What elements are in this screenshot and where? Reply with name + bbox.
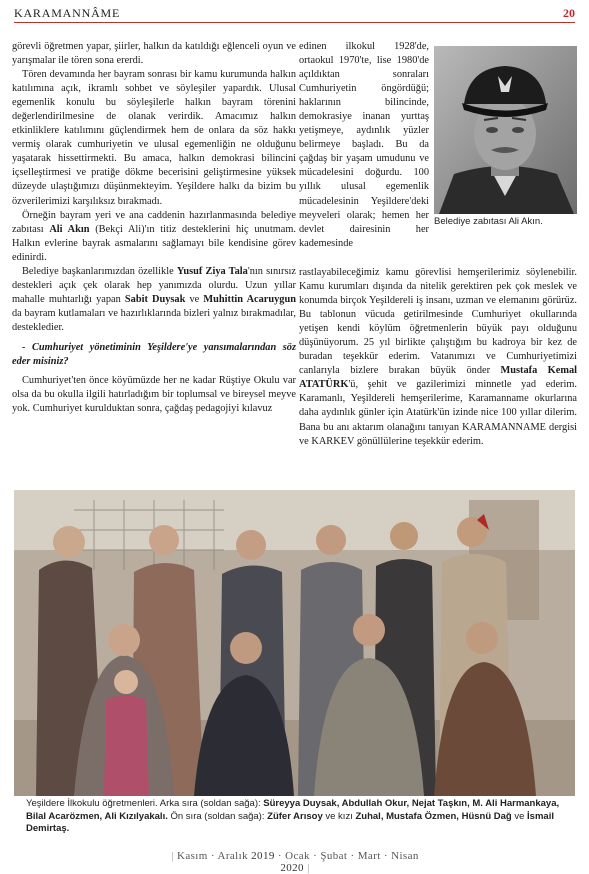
- paragraph: Belediye başkanlarımızdan özellikle Yusuf Ziya Tala'nın sınırsız destekleri açık çek olarak hep yanımızda olurdu. Uzun yıllar mahalle muhtarlığı yapan Sabit Duysak ve Muhittin Acaruygun da bayram kutlamaları ve hazırlıklarında bizleri yalnız bırakmadılar, destekledier.: [12, 265, 296, 333]
- group-photo: [14, 490, 575, 796]
- left-column: [12, 40, 296, 482]
- issue-footer: | Kasım · Aralık 2019 · Ocak · Şubat · Mart · Nisan 2020 |: [171, 850, 419, 874]
- portrait-photo: [434, 46, 577, 214]
- footer-year: 2019: [251, 850, 275, 862]
- footer-month: Kasım: [176, 850, 208, 862]
- footer-month: Mart: [357, 850, 381, 862]
- right-column-top: edinen ilkokul 1928'de, ortaokul 1970'te, lise 1980'de açıldıktan sonraları Cumhuriyetin öngördüğü; haklarının bilincinde, demokrasiye inanan yurttaş yetişmeye, aydınlık yüzler belirmeye başladı. Bu da çağdaş bir yaşam umudunu ve mücadelesini doğurdu. 100 yıllık ulusal egemenlik mücadelesinin Yeşildere'deki meyveleri olarak; hemen her devlet dairesinin her kademesinde: [299, 41, 429, 249]
- page-number: 20: [563, 6, 575, 20]
- group-photo-caption: Yeşildere İlkokulu öğretmenleri. Arka sıra (soldan sağa): Süreyya Duysak, Abdullah Okur, Nejat Taşkın, M. Ali Harmankaya, Bilal Acarözmen, Ali Kızılyakalı. Ön sıra (soldan sağa): Züfer Arısoy ve kızı Zuhal, Mustafa Özmen, Hüsnü Dağ ve İsmail Demirtaş.: [26, 798, 560, 834]
- paragraph: Cumhuriyet'ten önce köyümüzde her ne kadar Rüştiye Okulu var olsa da bu okulla ilgili hatırladığım bir toplumsal ve bireysel meyve yok. Cumhuriyet kurulduktan sonra, çağdaş pedagojiyi kılavuz: [12, 375, 296, 415]
- right-column-bottom: rastlayabileceğimiz kamu görevlisi hemşerilerimiz söylenebilir. Kamu kurumları dışında da nitelik gerektiren pek çok meslek ve konumda birçok Yeşildereli iş insanı, uzman ve elemanını görürüz. Bu tablonun vücuda getirilmesinde Cumhuriyet okullarında yetişen kendi köylüm öğretmenlerin büyük payı olduğunu düşünüyorum. 25 yıl birlikte çalıştığım bu kadroya bir kez de buradan teşekkür ederim. Vatanımızı ve Cumhuriyetimizi canlarıyla bizlere bırakan büyük önder Mustafa Kemal ATATÜRK'ü, şehit ve gazilerimizi minnetle yad ederim. Karamanlı, Yeşildereli hemşerilerime, Karamanname okurlarına daha aydınlık günler için Atatürk'ün izinde nice 100 yıllar dilerim. Bana bu anı aktarım olanağını tanıyan KARAMANNAME dergisi ve KARKEV gönüllülerine teşekkür ederim.: [299, 267, 577, 447]
- footer-month: Aralık: [217, 850, 248, 862]
- header-rule: [14, 22, 575, 23]
- paragraph: Örneğin bayram yeri ve ana caddenin hazırlanmasında belediye zabıtası Ali Akın (Bekçi Ali)'ın titiz desteklerini hiç unutmam. Halkın evlerine bayrak asmalarını sağlamayı bile kendisine görev edinirdi.: [12, 209, 296, 263]
- page-header: [14, 6, 575, 22]
- portrait-caption: Belediye zabıtası Ali Akın.: [434, 216, 543, 227]
- footer-month: Ocak: [285, 850, 310, 862]
- footer-year: 2020: [280, 862, 304, 874]
- paragraph: Tören devamında her bayram sonrası bir kamu kurumunda halkın katılımına açık, ikramlı sohbet ve söyleşiler yapardık. Ulusal egemenlik konulu bu söyleşilerle halkın bayram törenini değerlendirilmesine de olanak verirdik. Amacımız halkın etkinliklere katılımını güçlendirmek hem de onlara da söz hakkı vermiş olarak cumhuriyetin ve ulusal egemenliğin ne olduğunu yaşatarak hissettirmekti. Bu amaca, halkın demokrasi bilincini içselleştirmesi ve pratiğe dökme becerisini geliştirmesine yüksek düzeyde ulaştığımızı düşünmekteyim. Yeşildere halkı da bizim bu özverilerimizi karşılıksız bırakmadı.: [12, 69, 296, 207]
- magazine-title: KARAMANNÂME: [14, 6, 121, 20]
- footer-month: Nisan: [391, 850, 419, 862]
- paragraph: görevli öğretmen yapar, şiirler, halkın da katıldığı eğlenceli oyun ve yarışmalar ile tören sona ererdi.: [12, 41, 296, 67]
- interview-question: - Cumhuriyet yönetiminin Yeşildere'ye yansımalarından söz eder misiniz?: [12, 341, 296, 368]
- footer-month: Şubat: [320, 850, 348, 862]
